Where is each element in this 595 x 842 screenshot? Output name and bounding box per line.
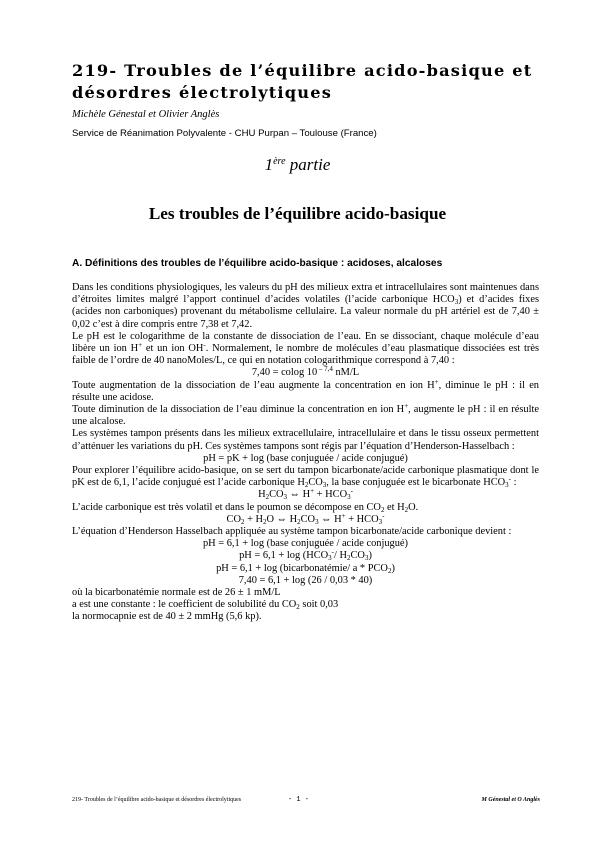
paragraph-applied: L’équation d’Henderson Hasselbach appliquée au système tampon bicarbonate/acide carbonique devient : xyxy=(72,526,512,538)
line-constante: a est une constante : le coefficient de solubilité du $CO_2$ soit 0,03 xyxy=(72,599,339,612)
document-title: 219- Troubles de l’équilibre acido-basique et désordres électrolytiques xyxy=(72,61,533,102)
paragraph-2: Le pH est le cologarithme de la constante de dissociation de l’eau. En se dissociant, chaque molécule d’eau libère un ion H+ et un ion OH-. Normalement, le nombre de molécules d’eau plasmatique dissociées est très faible de l’ordre de 40 nanoMoles/L, ce qui en notation cologarithmique correspond à 7,40 : xyxy=(72,330,539,367)
equation-5: pH = 6,1 + log (base conjuguée / acide conjugué) xyxy=(202,538,409,550)
paragraph-volatil: L’acide carbonique est très volatil et dans le poumon se décompose en $CO_2$ et $H_2O$. xyxy=(72,501,419,514)
equation-colog: 7,40 = colog 10 $^{- 7,4}$ nM/L xyxy=(251,365,360,379)
section-heading: A. Définitions des troubles de l’équilibre acido-basique : acidoses, alcaloses xyxy=(72,258,443,269)
equation-co2: $CO_2 + H_2O$ ⇔ $H_2CO_3$ ⇔ $H^+ + HCO_3^-$ xyxy=(226,511,385,526)
line-bicarbonatemie: où la bicarbonatémie normale est de 26 ± 1 mM/L xyxy=(72,587,281,599)
equation-carbonic: $H_2CO_3$ ⇔ $H^+ + HCO_3^-$ xyxy=(258,487,353,502)
paragraph-alcalose: Toute diminution de la dissociation de l’eau diminue la concentration en ion H+, augmente le pH : il en résulte une alcalose. xyxy=(72,402,539,428)
paragraph-tampons: Les systèmes tampon présents dans les milieux extracellulaire, intracellulaire et dans le tissu osseux permettent d’atténuer les variations du pH. Ces systèmes tampons sont régis par l’équation d’Henderson-Hasselbach : xyxy=(72,428,539,452)
part-ordinal: ère xyxy=(273,156,286,167)
page-footer xyxy=(72,797,540,809)
footer-title: 219- Troubles de l’équilibre acido-basique et désordres électrolytiques xyxy=(72,797,242,803)
paragraph-bicarbonate: Pour explorer l’équilibre acido-basique, on se sert du tampon bicarbonate/acide carbonique plasmatique dont le pK est de 6,1, l’acide conjugué est l’acide carbonique $H_2CO_3$, la base conjuguée est le bicarbonate $HCO_3^-$ : xyxy=(72,465,539,490)
affiliation: Service de Réanimation Polyvalente - CHU Purpan – Toulouse (France) xyxy=(72,128,377,139)
paragraph-acidose: Toute augmentation de la dissociation de l’eau augmente la concentration en ion H+, diminue le pH : il en résulte une acidose. xyxy=(72,377,539,403)
part-number: 1 xyxy=(264,155,274,174)
equation-7: pH = 6,1 + log (bicarbonatémie/ a * $PCO_2$) xyxy=(216,562,395,575)
page-number: - 1 - xyxy=(288,796,310,804)
main-title: Les troubles de l’équilibre acido-basique xyxy=(148,204,447,223)
part-word: partie xyxy=(285,155,331,174)
equation-henderson: pH = pK + log (base conjuguée / acide conjugué) xyxy=(203,452,408,464)
line-normocapnie: la normocapnie est de 40 ± 2 mmHg (5,6 kp). xyxy=(72,611,262,623)
footer-authors: M Génestal et O Anglès xyxy=(481,797,540,803)
part-label xyxy=(0,155,595,175)
equation-8: 7,40 = 6,1 + log (26 / 0,03 * 40) xyxy=(238,574,373,586)
authors: Michèle Génestal et Olivier Anglès xyxy=(72,109,220,120)
paragraph-1: Dans les conditions physiologiques, les valeurs du pH des milieux extra et intracellulaires sont maintenues dans d’étroites limites malgré l’apport continuel d’acides volatiles (l’acide carbonique $HCO_3$) et d’acides fixes (acides non carboniques) provenant du métabolisme cellulaire. La valeur normale du pH artériel est de 7,40 ± 0,02 c’est à dire compris entre 7,38 et 7,42. xyxy=(72,282,539,330)
body-text xyxy=(72,282,539,624)
equation-6: pH = $6,1 + \log (HCO_3^-/$ $H_2CO_3$) xyxy=(239,548,372,563)
